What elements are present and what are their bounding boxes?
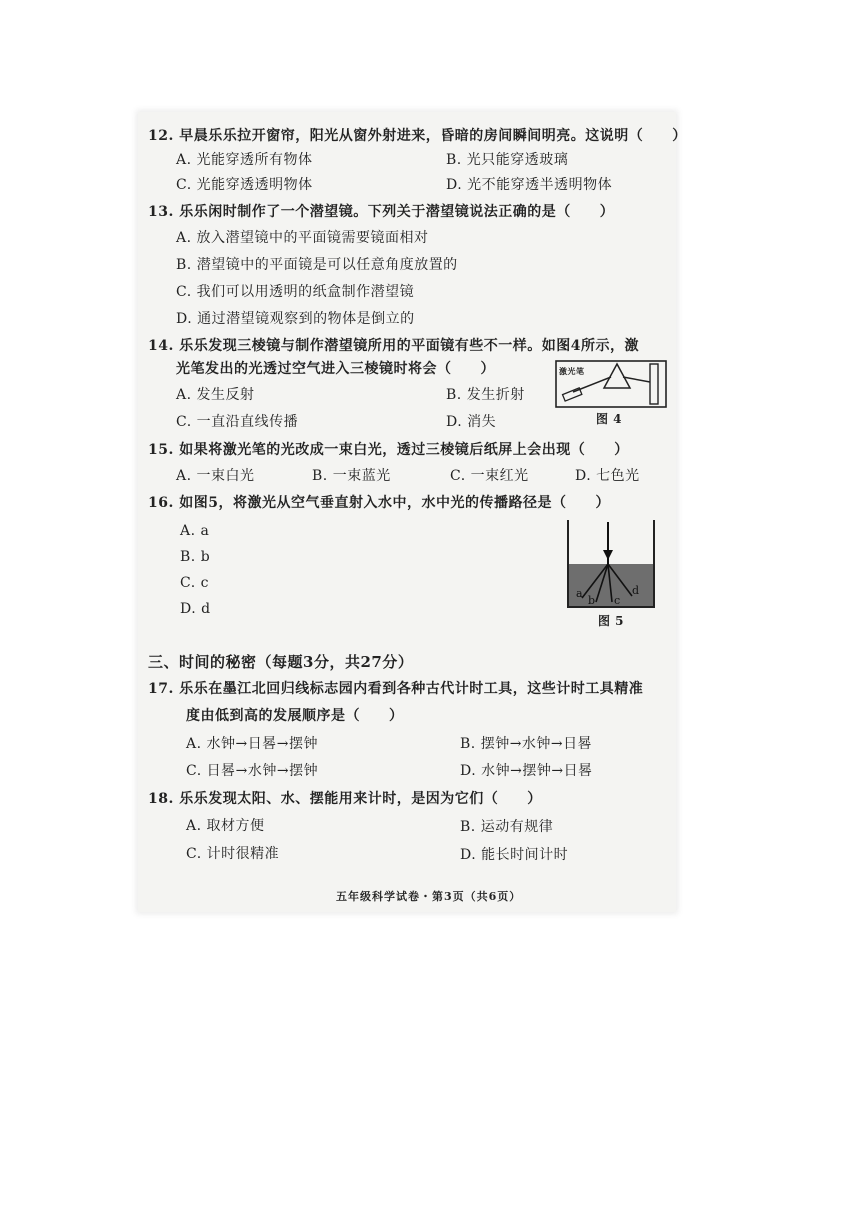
q15-option-a[interactable]: A. 一束白光 — [176, 468, 255, 484]
q14-option-b[interactable]: B. 发生折射 — [446, 387, 525, 403]
q16-option-a[interactable]: A. a — [180, 523, 210, 539]
figure-4-screen — [650, 364, 658, 404]
figure-4-caption: 图 4 — [596, 412, 623, 426]
q14-option-a[interactable]: A. 发生反射 — [176, 387, 255, 403]
figure-5-letter-b: b — [588, 594, 596, 607]
question-17-stem-line2: 度由低到高的发展顺序是（ ） — [186, 708, 404, 724]
question-16-stem: 16. 如图5，将激光从空气垂直射入水中，水中光的传播路径是（ ） — [148, 495, 610, 511]
q16-option-d[interactable]: D. d — [180, 601, 211, 617]
question-12-stem: 12. 早晨乐乐拉开窗帘，阳光从窗外射进来，昏暗的房间瞬间明亮。这说明（ ） — [148, 128, 687, 144]
q17-option-d[interactable]: D. 水钟→摆钟→日晷 — [460, 763, 593, 779]
question-15-stem: 15. 如果将激光笔的光改成一束白光，透过三棱镜后纸屏上会出现（ ） — [148, 442, 629, 458]
q12-option-d[interactable]: D. 光不能穿透半透明物体 — [446, 177, 613, 193]
question-13-stem: 13. 乐乐闲时制作了一个潜望镜。下列关于潜望镜说法正确的是（ ） — [148, 204, 615, 220]
q17-option-b[interactable]: B. 摆钟→水钟→日晷 — [460, 736, 593, 752]
question-17-stem-line1: 17. 乐乐在墨江北回归线标志园内看到各种古代计时工具，这些计时工具精准 — [148, 681, 644, 697]
q18-option-b[interactable]: B. 运动有规律 — [460, 819, 554, 835]
q18-option-c[interactable]: C. 计时很精准 — [186, 846, 280, 862]
question-14-stem-line2: 光笔发出的光透过空气进入三棱镜时将会（ ） — [176, 361, 495, 377]
q14-option-d[interactable]: D. 消失 — [446, 414, 497, 430]
figure-5-letter-d: d — [632, 584, 640, 597]
figure-5-incident-arrow — [603, 550, 613, 560]
figure-4-label: 激光笔 — [559, 366, 585, 376]
figure-5-caption: 图 5 — [598, 614, 625, 628]
q15-option-c[interactable]: C. 一束红光 — [450, 468, 529, 484]
q16-option-c[interactable]: C. c — [180, 575, 209, 591]
q13-option-d[interactable]: D. 通过潜望镜观察到的物体是倒立的 — [176, 311, 415, 327]
figure-4-prism — [604, 364, 630, 388]
figure-5-letter-a: a — [576, 587, 583, 600]
figure-5-water-diagram — [566, 520, 656, 610]
q13-option-b[interactable]: B. 潜望镜中的平面镜是可以任意角度放置的 — [176, 257, 458, 273]
q18-option-a[interactable]: A. 取材方便 — [186, 818, 265, 834]
q12-option-b[interactable]: B. 光只能穿透玻璃 — [446, 152, 569, 168]
q14-option-c[interactable]: C. 一直沿直线传播 — [176, 414, 299, 430]
q13-option-c[interactable]: C. 我们可以用透明的纸盒制作潜望镜 — [176, 284, 415, 300]
q13-option-a[interactable]: A. 放入潜望镜中的平面镜需要镜面相对 — [176, 230, 429, 246]
q18-option-d[interactable]: D. 能长时间计时 — [460, 847, 569, 863]
q15-option-b[interactable]: B. 一束蓝光 — [312, 468, 391, 484]
question-18-stem: 18. 乐乐发现太阳、水、摆能用来计时，是因为它们（ ） — [148, 791, 542, 807]
q12-option-a[interactable]: A. 光能穿透所有物体 — [176, 152, 313, 168]
q16-option-b[interactable]: B. b — [180, 549, 211, 565]
q12-option-c[interactable]: C. 光能穿透透明物体 — [176, 177, 313, 193]
q17-option-c[interactable]: C. 日晷→水钟→摆钟 — [186, 763, 319, 779]
figure-5-letter-c: c — [614, 594, 621, 607]
q15-option-d[interactable]: D. 七色光 — [575, 468, 640, 484]
q17-option-a[interactable]: A. 水钟→日晷→摆钟 — [186, 736, 318, 752]
question-14-stem-line1: 14. 乐乐发现三棱镜与制作潜望镜所用的平面镜有些不一样。如图4所示，激 — [148, 338, 639, 354]
section-3-heading: 三、时间的秘密（每题3分，共27分） — [148, 653, 414, 671]
page-footer: 五年级科学试卷・第3页（共6页） — [336, 890, 522, 903]
